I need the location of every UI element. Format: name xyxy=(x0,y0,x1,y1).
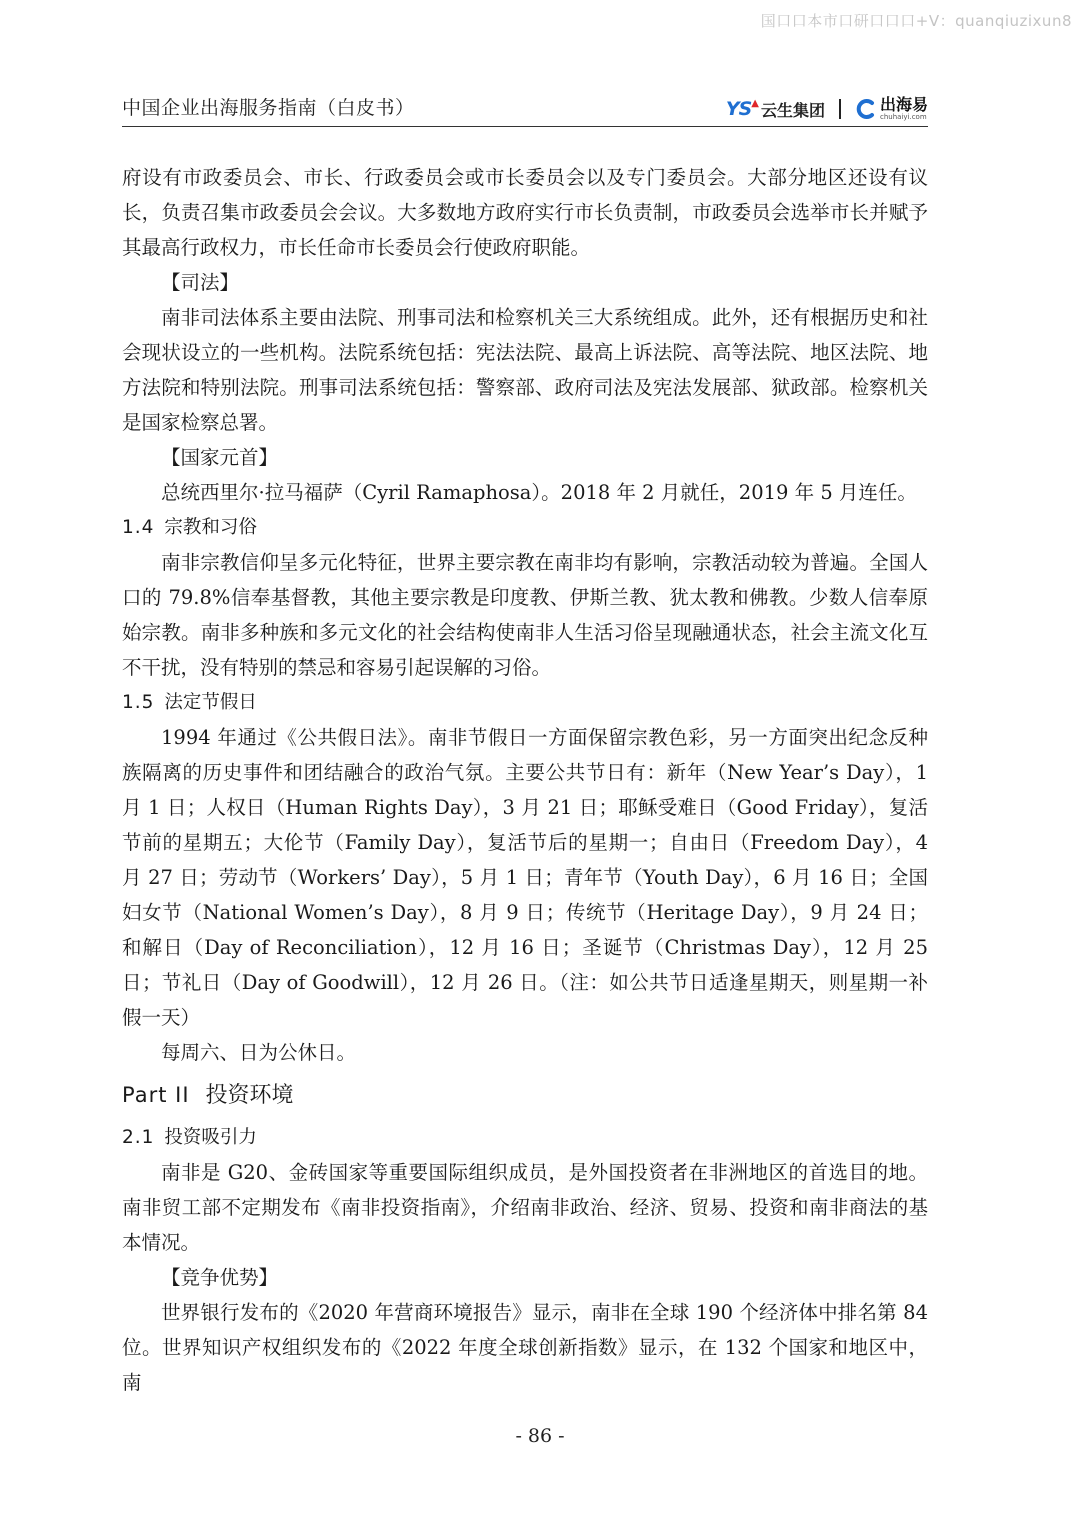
chuhaiyi-logo-name: 出海易 xyxy=(879,95,928,114)
yunsheng-logo-name: 云生集团 xyxy=(760,100,825,120)
part-number: Part II xyxy=(122,1083,190,1107)
subheading-competitive-advantage: 【竞争优势】 xyxy=(161,1266,279,1289)
paragraph-judiciary: 南非司法体系主要由法院、刑事司法和检察机关三大系统组成。此外，还有根据历史和社会现状设立的一些机构。法院系统包括：宪法法院、最高上诉法院、高等法院、地区法院、地方法院和特别法院。刑事司法系统包括：警察部、政府司法及宪法发展部、狱政部。检察机关是国家检察总署。 xyxy=(122,306,928,434)
page-header xyxy=(122,92,928,127)
section-heading-1-4 xyxy=(122,510,928,545)
section-number: 2.1 xyxy=(122,1127,155,1148)
section-title: 投资吸引力 xyxy=(164,1127,257,1148)
paragraph-religion: 南非宗教信仰呈多元化特征，世界主要宗教在南非均有影响，宗教活动较为普遍。全国人口的 79.8%信奉基督教，其他主要宗教是印度教、伊斯兰教、犹太教和佛教。少数人信奉原始宗教。南非多种族和多元文化的社会结构使南非人生活习俗呈现融通状态，社会主流文化互不干扰，没有特别的禁忌和容易引起误解的习俗。 xyxy=(122,551,928,679)
section-title: 宗教和习俗 xyxy=(164,517,257,538)
paragraph-head-of-state: 总统西里尔·拉马福萨（Cyril Ramaphosa）。2018 年 2 月就任，2019 年 5 月连任。 xyxy=(161,481,917,504)
yunsheng-logo xyxy=(726,98,825,121)
logo-divider xyxy=(839,99,841,119)
page-number: - 86 - xyxy=(515,1425,565,1447)
paragraph-weekend: 每周六、日为公休日。 xyxy=(161,1041,357,1064)
section-number: 1.5 xyxy=(122,692,155,713)
page-body xyxy=(122,160,928,1400)
yunsheng-logo-mark: YS▲ xyxy=(725,98,758,120)
part-title: 投资环境 xyxy=(205,1083,294,1108)
header-logos xyxy=(726,97,928,121)
section-number: 1.4 xyxy=(122,517,155,538)
part-heading xyxy=(122,1080,928,1111)
section-heading-2-1 xyxy=(122,1120,928,1155)
section-heading-1-5 xyxy=(122,685,928,720)
paragraph-competitive-advantage: 世界银行发布的《2020 年营商环境报告》显示，南非在全球 190 个经济体中排名第 84 位。世界知识产权组织发布的《2022 年度全球创新指数》显示，在 132 个国家和地区中，南 xyxy=(122,1301,928,1394)
subheading-judiciary: 【司法】 xyxy=(161,271,240,294)
section-title: 法定节假日 xyxy=(164,692,257,713)
paragraph-local-government: 府设有市政委员会、市长、行政委员会或市长委员会以及专门委员会。大部分地区还设有议长，负责召集市政委员会会议。大多数地方政府实行市长负责制，市政委员会选举市长并赋予其最高行政权力，市长任命市长委员会行使政府职能。 xyxy=(122,166,928,259)
header-title: 中国企业出海服务指南（白皮书） xyxy=(122,97,415,119)
chuhaiyi-logo-icon xyxy=(855,98,877,120)
chuhaiyi-logo-domain: chuhaiyi.com xyxy=(879,113,927,121)
paragraph-holidays: 1994 年通过《公共假日法》。南非节假日一方面保留宗教色彩，另一方面突出纪念反种族隔离的历史事件和团结融合的政治气氛。主要公共节日有：新年（New Year’s Day），1 月 1 日；人权日（Human Rights Day），3 月 21 日；耶稣受难日（Good Friday），复活节前的星期五；大伦节（Family Day），复活节后的星期一；自由日（Freedom Day），4 月 27 日；劳动节（Workers’ Day），5 月 1 日；青年节（Youth Day），6 月 16 日；全国妇女节（National Women’s Day），8 月 9 日；传统节（Heritage Day），9 月 24 日；和解日（Day of Reconciliation），12 月 16 日；圣诞节（Christmas Day），12 月 25 日；节礼日（Day of Goodwill），12 月 26 日。（注：如公共节日适逢星期天，则星期一补假一天） xyxy=(122,726,928,1029)
watermark-text: 国口口本市口研口口口+V：quanqiuzixun8 xyxy=(760,12,1072,30)
chuhaiyi-logo xyxy=(855,97,928,121)
subheading-head-of-state: 【国家元首】 xyxy=(161,446,279,469)
paragraph-investment-attraction: 南非是 G20、金砖国家等重要国际组织成员，是外国投资者在非洲地区的首选目的地。南非贸工部不定期发布《南非投资指南》，介绍南非政治、经济、贸易、投资和南非商法的基本情况。 xyxy=(122,1161,928,1254)
